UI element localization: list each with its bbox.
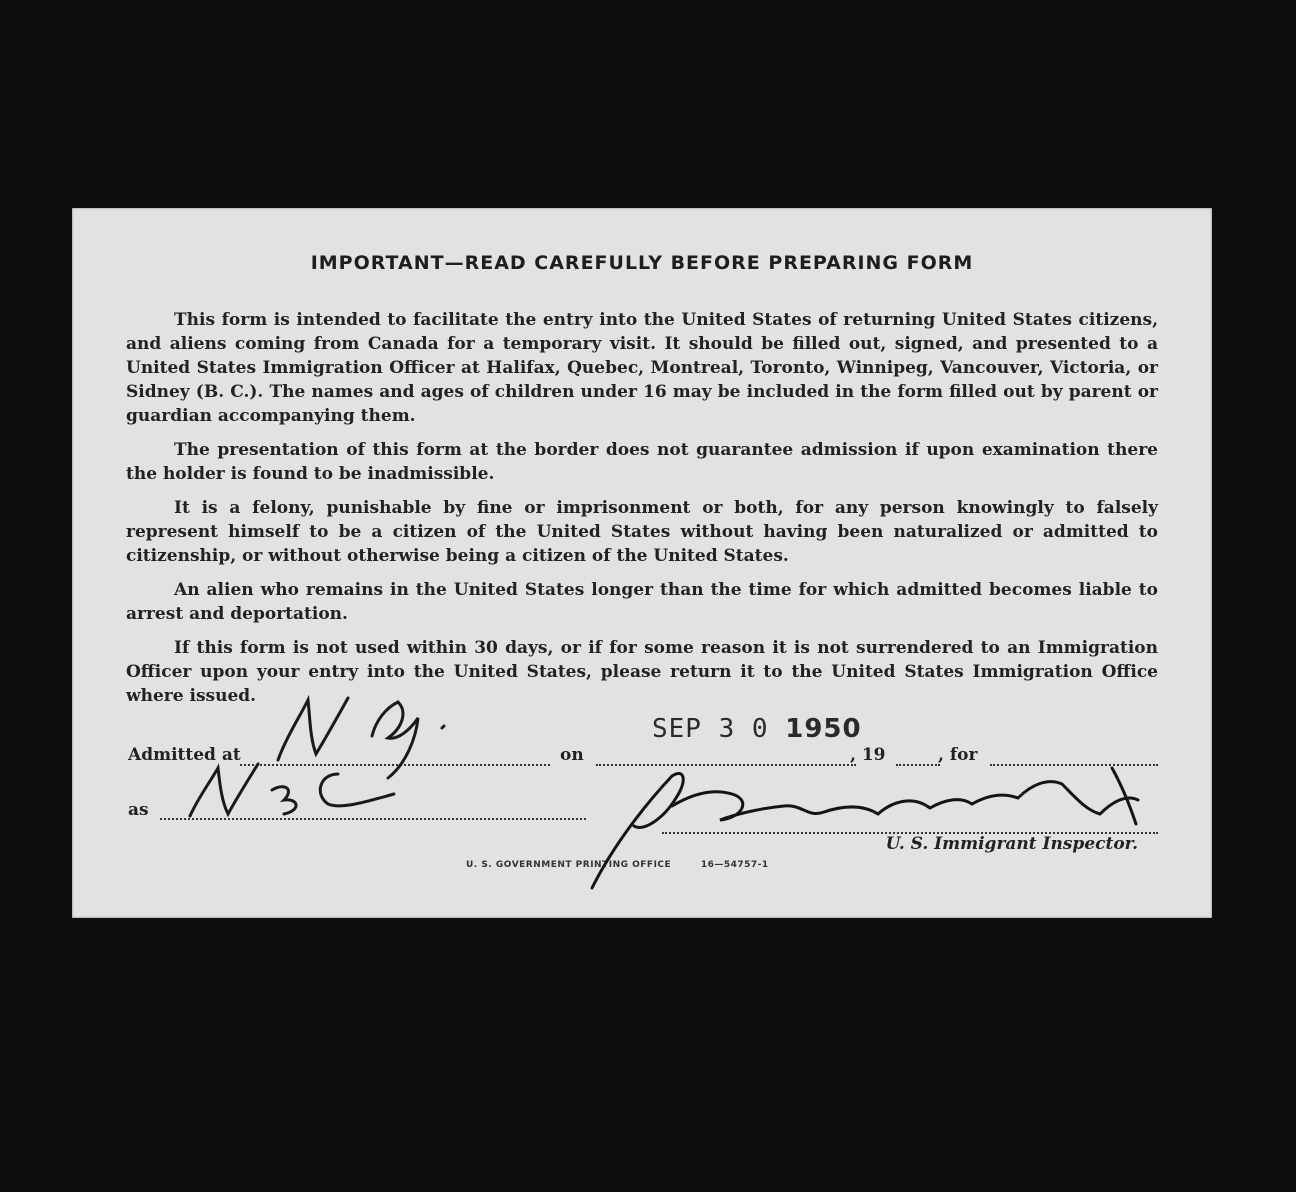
inspector-title: U. S. Immigrant Inspector. <box>885 834 1138 854</box>
form-code: 16—54757-1 <box>700 860 769 870</box>
handwritten-admitted-at <box>278 698 444 778</box>
form-heading: IMPORTANT—READ CAREFULLY BEFORE PREPARING FORM <box>310 252 974 274</box>
handwriting-layer <box>72 208 1212 918</box>
handwritten-as <box>190 764 394 816</box>
on-label: on <box>560 745 584 765</box>
as-label: as <box>128 800 149 820</box>
stamp-year: 1950 <box>785 714 862 744</box>
for-label: , for <box>938 745 978 765</box>
admitted-at-label: Admitted at <box>128 745 241 765</box>
handwritten-signature <box>592 768 1138 888</box>
instruction-paragraph: The presentation of this form at the border does not guarantee admission if upon examination there the holder is found to be inadmissible. <box>126 440 1158 484</box>
printer-name: U. S. GOVERNMENT PRINTING OFFICE <box>466 860 672 870</box>
instruction-paragraph: This form is intended to facilitate the entry into the United States of returning United States citizens, and aliens coming from Canada for a temporary visit. It should be filled out, signed, and presented to a United States Immigration Officer at Halifax, Quebec, Montreal, Toronto, Winnipeg, Vancouver, Victoria, or Sidney (B. C.). The names and ages of children under 16 may be included in the form filled out by parent or guardian accompanying them. <box>126 310 1158 426</box>
year-label: , 19 <box>850 745 886 765</box>
stamp-date: SEP 3 0 <box>652 714 769 744</box>
instruction-paragraph: If this form is not used within 30 days, or if for some reason it is not surrendered to an Immigration Officer upon your entry into the United States, please return it to the United States Immigration Office where issued. <box>126 638 1158 706</box>
instruction-paragraph: An alien who remains in the United States longer than the time for which admitted becomes liable to arrest and deportation. <box>126 580 1158 624</box>
entry-form-card <box>72 208 1212 918</box>
instruction-paragraph: It is a felony, punishable by fine or imprisonment or both, for any person knowingly to falsely represent himself to be a citizen of the United States without having been naturalized or admitted to citizenship, or without otherwise being a citizen of the United States. <box>126 498 1158 566</box>
